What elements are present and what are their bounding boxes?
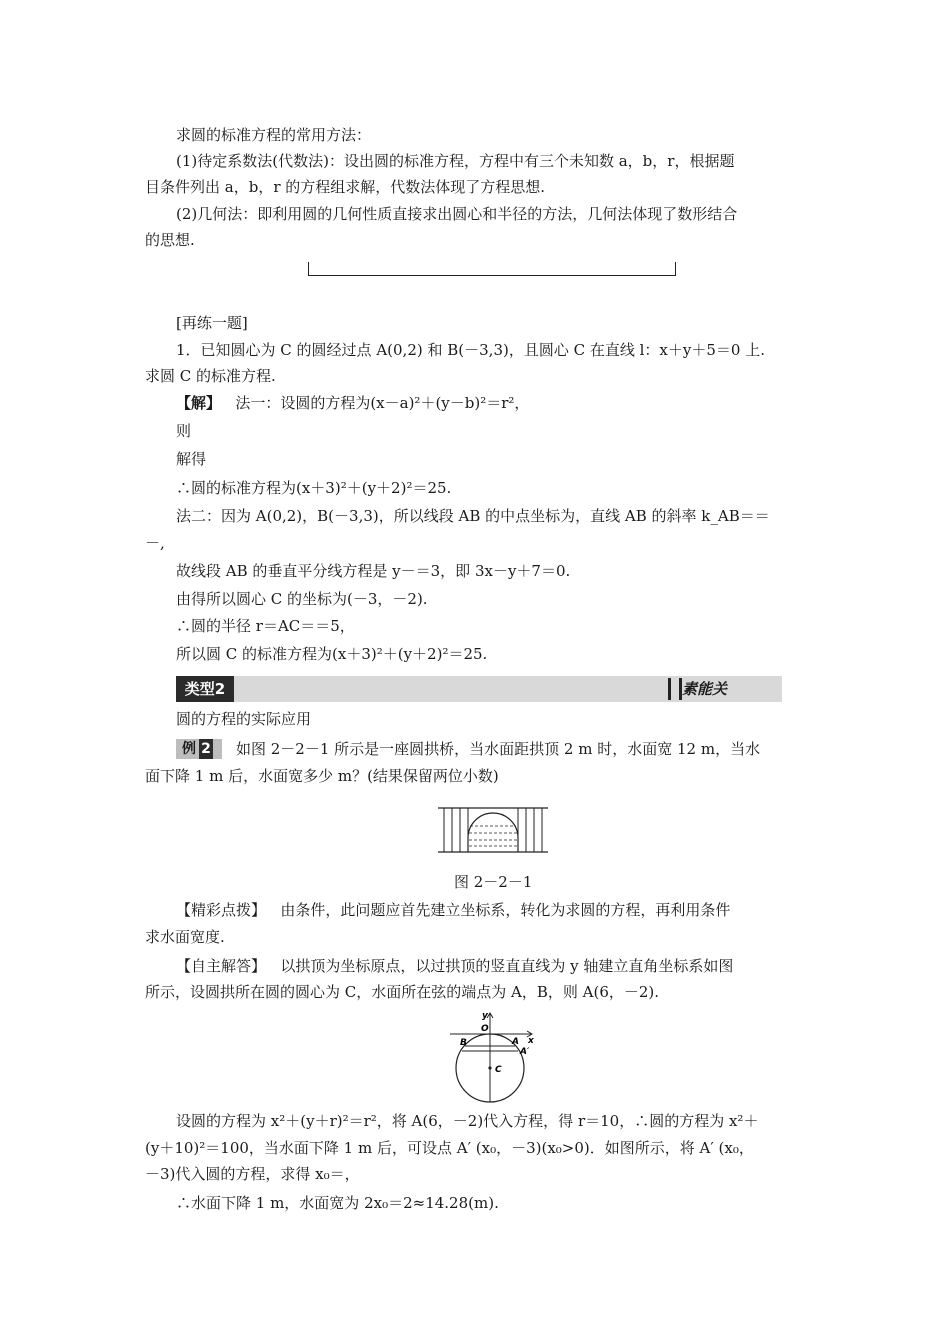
exercise-1-line-1: 1．已知圆心为 C 的圆经过点 A(0,2) 和 B(－3,3)，且圆心 C 在直线 l：x＋y＋5＝0 上. bbox=[176, 341, 765, 359]
label-a: A bbox=[512, 1037, 519, 1047]
solution-line-1 bbox=[176, 392, 529, 414]
final-line-2: (y＋10)²＝100，当水面下降 1 m 后，可设点 A′ (x₀，－3)(x₀>0)．如图所示，将 A′ (x₀， bbox=[145, 1139, 754, 1157]
banner-bars bbox=[668, 678, 682, 700]
example-line-2: 面下降 1 m 后，水面宽多少 m？(结果保留两位小数) bbox=[145, 767, 499, 785]
label-x: x bbox=[528, 1036, 534, 1046]
type-banner-right: 素能关 bbox=[682, 680, 728, 698]
example-line-1: 如图 2－2－1 所示是一座圆拱桥，当水面距拱顶 2 m 时，水面宽 12 m，当水 bbox=[236, 740, 761, 758]
answer-text: 以拱顶为坐标原点，以过拱顶的竖直直线为 y 轴建立直角坐标系如图 bbox=[280, 957, 734, 975]
hint-label: 【精彩点拨】 bbox=[176, 901, 267, 919]
final-line-4: ∴水面下降 1 m，水面宽为 2x₀＝2≈14.28(m). bbox=[176, 1194, 499, 1212]
label-o: O bbox=[481, 1024, 489, 1034]
solution-text: 法一：设圆的方程为(x－a)²＋(y－b)²＝r²， bbox=[235, 394, 530, 412]
hint-line-2: 求水面宽度. bbox=[145, 928, 225, 946]
bisector-line: 故线段 AB 的垂直平分线方程是 y－＝3，即 3x－y＋7＝0. bbox=[176, 562, 571, 580]
hint-text: 由条件，此问题应首先建立坐标系，转化为求圆的方程，再利用条件 bbox=[280, 901, 731, 919]
label-b: B bbox=[460, 1038, 467, 1048]
exercise-1-line-2: 求圆 C 的标准方程. bbox=[145, 367, 276, 385]
example-label: 例 bbox=[182, 741, 196, 757]
answer-line-1 bbox=[176, 955, 733, 977]
water-lines bbox=[469, 826, 517, 846]
final-line-1: 设圆的方程为 x²＋(y＋r)²＝r²，将 A(6，－2)代入方程，得 r＝10，∴圆的方程为 x²＋ bbox=[176, 1112, 759, 1130]
solution-solve: 解得 bbox=[176, 450, 207, 468]
solution-then: 则 bbox=[176, 422, 192, 440]
radius-line: ∴圆的半径 r＝AC＝＝5， bbox=[176, 617, 355, 635]
label-c: C bbox=[495, 1065, 502, 1075]
final-line-3: －3)代入圆的方程，求得 x₀＝， bbox=[145, 1165, 360, 1183]
example-marker bbox=[176, 739, 222, 759]
bridge-pillars bbox=[444, 808, 542, 852]
center-line: 由得所以圆心 C 的坐标为(－3，－2). bbox=[176, 590, 428, 608]
type-tag: 类型2 bbox=[176, 676, 234, 702]
method-two-line-1: 法二：因为 A(0,2)，B(－3,3)，所以线段 AB 的中点坐标为，直线 AB 的斜率 k_AB＝＝ bbox=[176, 507, 770, 525]
method-1-line-2: 目条件列出 a，b，r 的方程组求解，代数法体现了方程思想. bbox=[145, 178, 546, 196]
figure-caption: 图 2－2－1 bbox=[454, 873, 533, 891]
coordinate-figure bbox=[440, 1010, 540, 1105]
solution-result-2: 所以圆 C 的标准方程为(x＋3)²＋(y＋2)²＝25. bbox=[176, 645, 488, 663]
solution-label: 【解】 bbox=[176, 394, 222, 412]
topic-title: 圆的方程的实际应用 bbox=[176, 710, 312, 728]
method-2-line-2: 的思想. bbox=[145, 231, 195, 249]
method-heading: 求圆的标准方程的常用方法： bbox=[176, 126, 372, 144]
section-bracket bbox=[308, 262, 676, 276]
practice-heading: [再练一题] bbox=[176, 314, 248, 332]
label-a-prime: A′ bbox=[520, 1047, 530, 1057]
solution-result-1: ∴圆的标准方程为(x＋3)²＋(y＋2)²＝25. bbox=[176, 479, 452, 497]
bridge-figure bbox=[436, 804, 550, 854]
example-number: 2 bbox=[199, 739, 213, 759]
label-y: y bbox=[482, 1011, 488, 1021]
method-2-line-1: (2)几何法：即利用圆的几何性质直接求出圆心和半径的方法，几何法体现了数形结合 bbox=[176, 205, 738, 223]
answer-line-2: 所示，设圆拱所在圆的圆心为 C，水面所在弦的端点为 A，B，则 A(6，－2). bbox=[145, 983, 660, 1001]
method-two-line-2: －, bbox=[145, 534, 165, 552]
answer-label: 【自主解答】 bbox=[176, 957, 267, 975]
center-point bbox=[488, 1066, 491, 1069]
hint-line-1 bbox=[176, 899, 730, 921]
type-banner bbox=[176, 676, 782, 702]
method-1-line-1: (1)待定系数法(代数法)：设出圆的标准方程，方程中有三个未知数 a，b，r，根据题 bbox=[176, 152, 735, 170]
